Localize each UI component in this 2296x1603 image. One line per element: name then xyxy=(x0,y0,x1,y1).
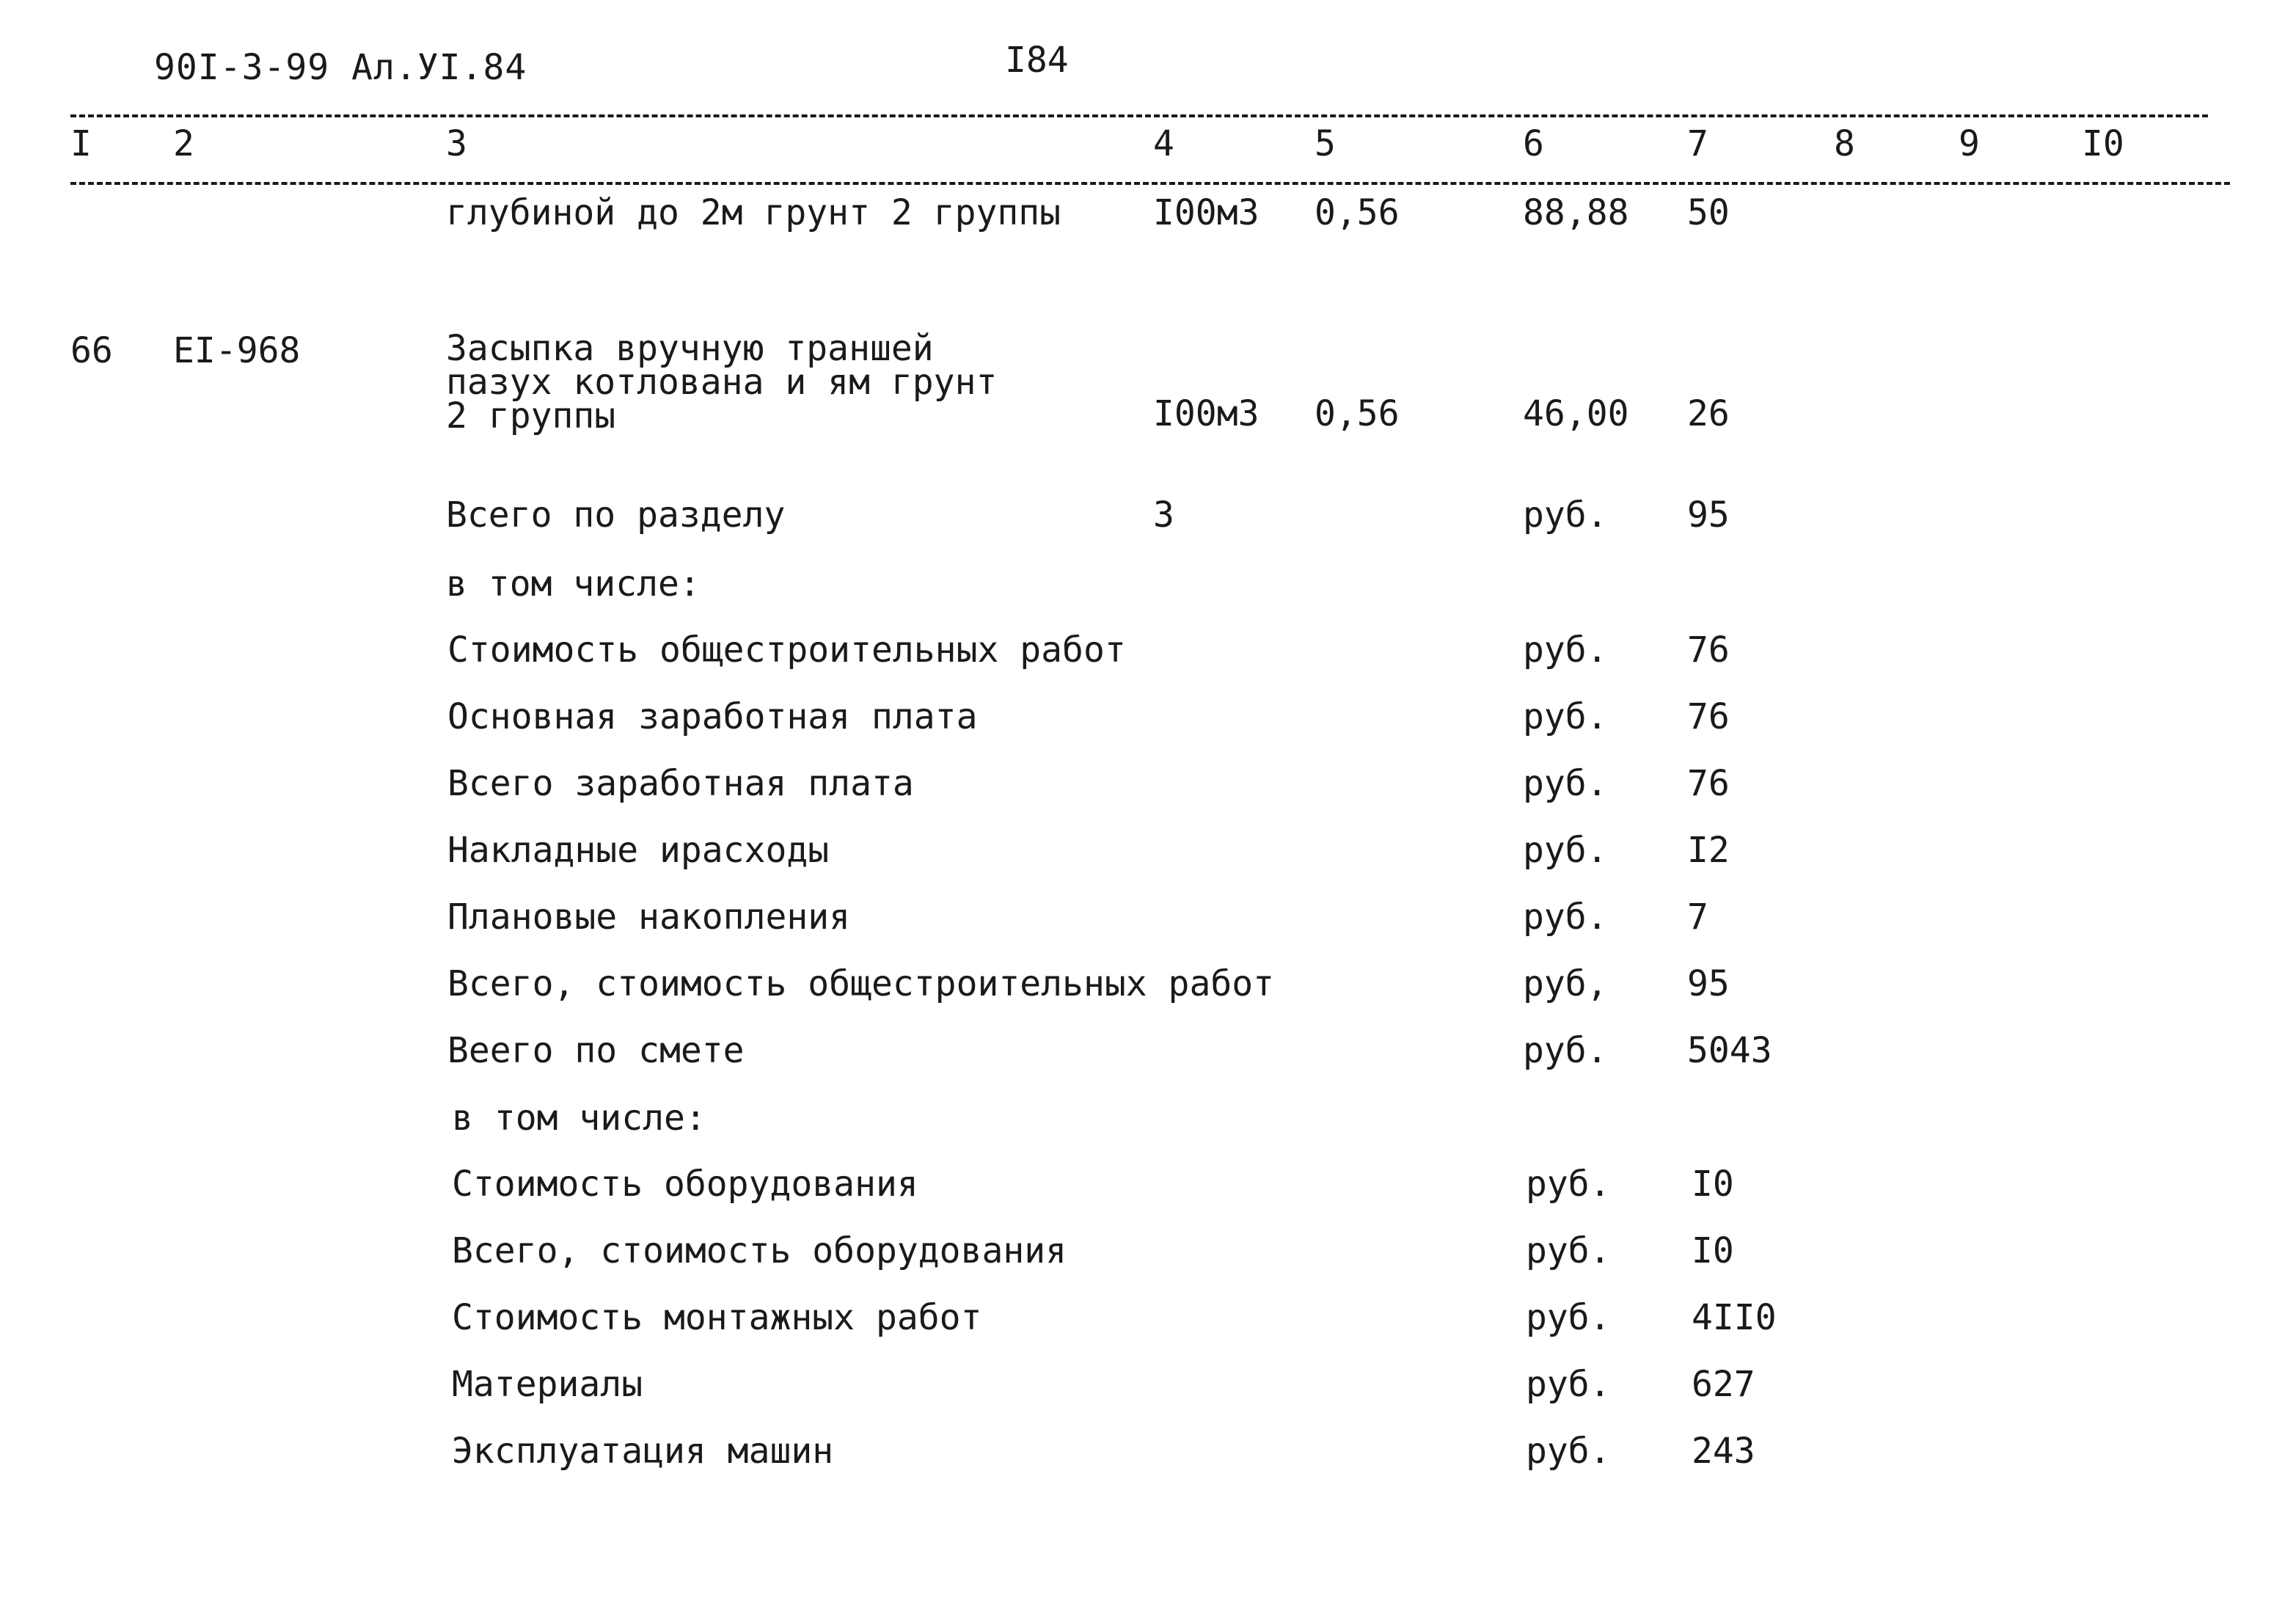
summary-value: 95 xyxy=(1687,963,1730,1004)
summary-label: Плановые накопления xyxy=(447,897,851,938)
summary-unit: руб. xyxy=(1526,1364,1611,1405)
summary-label: Эксплуатация машин xyxy=(452,1431,834,1472)
row-rate-code: EI-968 xyxy=(173,330,301,371)
row-description-line: Засыпка вручную траншей xyxy=(446,328,934,369)
summary-value: I2 xyxy=(1687,830,1730,871)
summary-value: I0 xyxy=(1692,1230,1734,1271)
summary-label: Всего заработная плата xyxy=(447,763,914,804)
summary-unit: руб. xyxy=(1523,763,1608,804)
row-number: 66 xyxy=(70,330,113,371)
summary-label: Веего по смете xyxy=(447,1030,745,1071)
row-unit-price: 88,88 xyxy=(1523,192,1629,233)
summary-value: I0 xyxy=(1692,1164,1734,1205)
summary-label: Накладные ирасходы xyxy=(447,830,830,871)
column-header-5: 5 xyxy=(1315,123,1336,164)
summary-label: Материалы xyxy=(452,1364,643,1405)
summary-value: 243 xyxy=(1692,1431,1755,1472)
summary-unit: руб. xyxy=(1523,830,1608,871)
section-total-unit: руб. xyxy=(1523,494,1608,536)
summary-label: Стоимость монтажных работ xyxy=(452,1297,982,1338)
row-unit-price: 46,00 xyxy=(1523,393,1629,434)
including-label: в том числе: xyxy=(452,1098,706,1139)
row-description-line: пазух котлована и ям грунт xyxy=(446,362,998,403)
summary-unit: руб. xyxy=(1526,1297,1611,1338)
column-header-4: 4 xyxy=(1153,123,1174,164)
summary-unit: руб. xyxy=(1526,1164,1611,1205)
column-header-10: I0 xyxy=(2082,123,2124,164)
column-header-1: I xyxy=(70,123,92,164)
column-header-7: 7 xyxy=(1687,123,1708,164)
column-header-3: 3 xyxy=(446,123,467,164)
row-description xyxy=(446,328,998,437)
summary-label: Основная заработная плата xyxy=(447,696,978,737)
summary-value: 627 xyxy=(1692,1364,1755,1405)
section-total-label: Всего по разделу xyxy=(446,494,786,536)
header-bottom-rule xyxy=(70,182,2230,185)
summary-unit: руб. xyxy=(1526,1431,1611,1472)
summary-value: 5043 xyxy=(1687,1030,1772,1071)
summary-label: Всего, стоимость оборудования xyxy=(452,1230,1067,1271)
column-header-2: 2 xyxy=(173,123,194,164)
row-quantity: 0,56 xyxy=(1315,192,1400,233)
header-top-rule xyxy=(70,114,2208,117)
summary-label: Стоимость общестроительных работ xyxy=(447,629,1126,671)
summary-unit: руб. xyxy=(1523,1030,1608,1071)
summary-value: 76 xyxy=(1687,696,1730,737)
column-header-9: 9 xyxy=(1959,123,1980,164)
document-code: 90I-3-99 Ал.УI.84 xyxy=(154,47,527,88)
summary-unit: руб. xyxy=(1523,629,1608,671)
summary-label: Стоимость оборудования xyxy=(452,1164,918,1205)
row-total: 26 xyxy=(1687,393,1730,434)
column-header-8: 8 xyxy=(1834,123,1855,164)
summary-value: 4II0 xyxy=(1692,1297,1777,1338)
summary-unit: руб. xyxy=(1526,1230,1611,1271)
row-unit: I00м3 xyxy=(1153,192,1259,233)
summary-value: 76 xyxy=(1687,629,1730,671)
summary-unit: руб, xyxy=(1523,963,1608,1004)
row-unit: I00м3 xyxy=(1153,393,1259,434)
summary-unit: руб. xyxy=(1523,696,1608,737)
section-total-value: 95 xyxy=(1687,494,1730,536)
summary-unit: руб. xyxy=(1523,897,1608,938)
page-number: I84 xyxy=(1005,40,1069,81)
section-number: 3 xyxy=(1153,494,1174,536)
summary-value: 7 xyxy=(1687,897,1708,938)
column-header-6: 6 xyxy=(1523,123,1544,164)
including-label: в том числе: xyxy=(446,563,701,605)
row-quantity: 0,56 xyxy=(1315,393,1400,434)
summary-value: 76 xyxy=(1687,763,1730,804)
row-description: глубиной до 2м грунт 2 группы xyxy=(446,192,1061,233)
row-total: 50 xyxy=(1687,192,1730,233)
summary-label: Всего, стоимость общестроительных работ xyxy=(447,963,1275,1004)
row-description-line: 2 группы xyxy=(446,395,616,437)
